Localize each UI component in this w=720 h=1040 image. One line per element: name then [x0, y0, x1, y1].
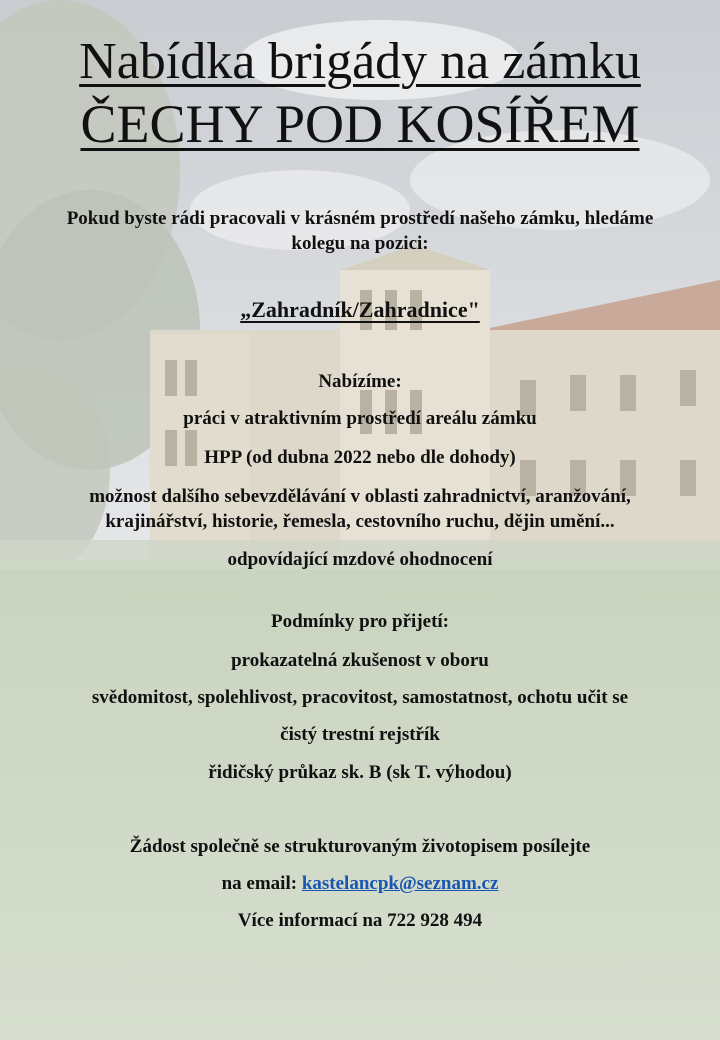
condition-item: svědomitost, spolehlivost, pracovitost, samostatnost, ochotu učit se	[91, 687, 629, 708]
offer-item: možnost dalšího sebevzdělávání v oblasti zahradnictví, aranžování,	[89, 486, 631, 507]
contact-email-line	[0, 871, 720, 896]
email-link[interactable]: kastelancpk@seznam.cz	[301, 873, 499, 894]
offer-heading: Nabízíme:	[318, 371, 402, 392]
job-position: „Zahradník/Zahradnice"	[240, 297, 480, 322]
contact-phone: Více informací na 722 928 494	[237, 910, 483, 931]
offer-item: HPP (od dubna 2022 nebo dle dohody)	[204, 447, 516, 468]
intro-line1: Pokud byste rádi pracovali v krásném prostředí našeho zámku, hledáme	[66, 208, 654, 229]
email-prefix: na email:	[221, 873, 302, 894]
poster-title-line1: Nabídka brigády na zámku	[79, 33, 641, 90]
poster-title-line2: ČECHY POD KOSÍŘEM	[80, 94, 640, 154]
offer-item: odpovídající mzdové ohodnocení	[227, 549, 493, 570]
offer-item: práci v atraktivním prostředí areálu zámku	[183, 408, 537, 429]
contact-instruction: Žádost společně se strukturovaným životopisem posílejte	[129, 836, 591, 857]
condition-item: čistý trestní rejstřík	[280, 724, 440, 745]
conditions-heading: Podmínky pro přijetí:	[270, 611, 450, 632]
condition-item: prokazatelná zkušenost v oboru	[231, 650, 489, 671]
offer-item: krajinářství, historie, řemesla, cestovního ruchu, dějin umění...	[105, 511, 615, 532]
intro-line2: kolegu na pozici:	[291, 233, 429, 254]
condition-item: řidičský průkaz sk. B (sk T. výhodou)	[208, 762, 512, 783]
